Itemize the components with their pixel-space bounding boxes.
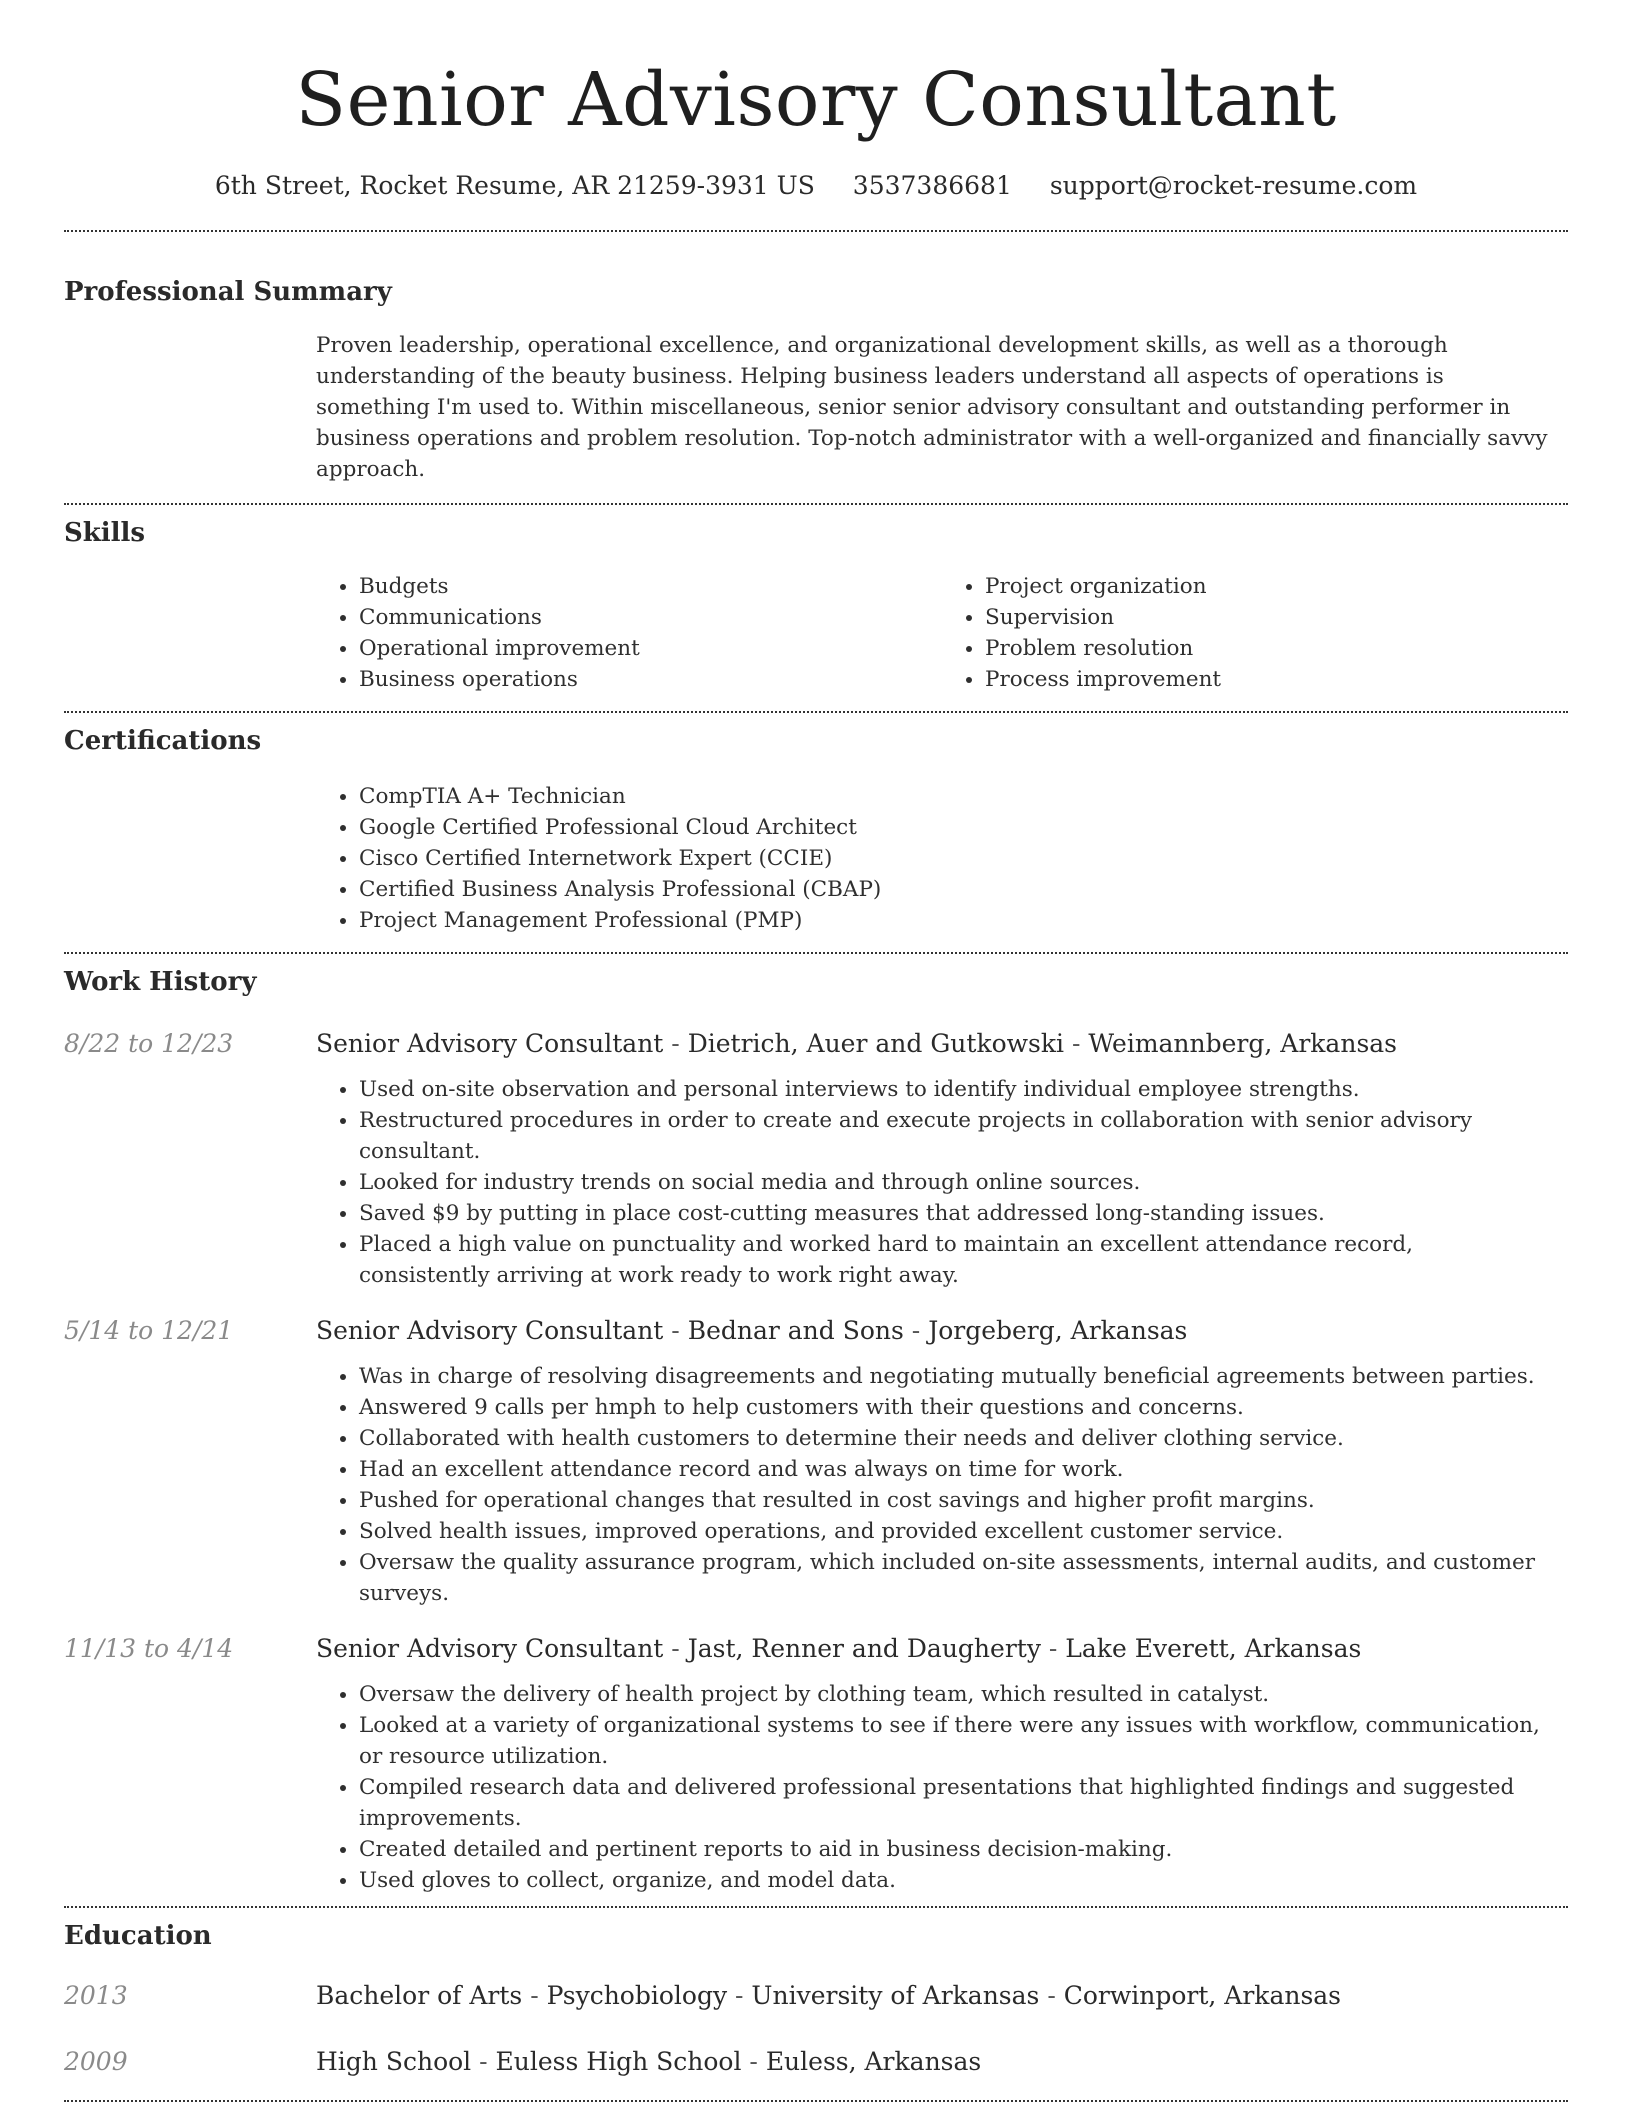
job-dates: 8/22 to 12/23 [64, 1029, 234, 1058]
job-dates: 5/14 to 12/21 [64, 1316, 234, 1345]
skill-item: • Project organization [985, 571, 1568, 602]
skills-section [64, 505, 1568, 695]
skill-item: • Problem resolution [985, 633, 1568, 664]
job-bullet: • Used on-site observation and personal interviews to identify individual employee strengths. [359, 1074, 1548, 1105]
skills-title: Skills [64, 518, 146, 548]
spacer [64, 2080, 1568, 2100]
contact-address: 6th Street, Rocket Resume, AR 21259-3931 US [214, 171, 815, 200]
job-bullets [316, 1679, 1568, 1896]
skills-list-right [942, 571, 1568, 695]
skills-grid [316, 571, 1568, 695]
job-bullet: • Answered 9 calls per hmph to help customers with their questions and concerns. [359, 1392, 1548, 1423]
job-entry [64, 1313, 1568, 1609]
education-location: Corwinport, Arkansas [1063, 1981, 1342, 2010]
resume-name: Senior Advisory Consultant [295, 57, 1337, 143]
job-title: Senior Advisory Consultant [316, 1634, 664, 1663]
skill-item: • Operational improvement [359, 633, 942, 664]
certification-item: • CompTIA A+ Technician [359, 781, 1568, 812]
job-dates: 11/13 to 4/14 [64, 1634, 234, 1663]
job-bullet: • Oversaw the quality assurance program, which included on-site assessments, internal audits, and customer surveys. [359, 1547, 1548, 1609]
education-entry [64, 2044, 1568, 2080]
education-year: 2013 [64, 1981, 128, 2010]
job-entry [64, 1631, 1568, 1896]
job-bullet: • Solved health issues, improved operations, and provided excellent customer service. [359, 1516, 1548, 1547]
skill-item: • Process improvement [985, 664, 1568, 695]
certifications-title: Certifications [64, 726, 262, 756]
education-heading: Bachelor of Arts - Psychobiology - University of Arkansas - Corwinport, Arkansas [316, 1981, 1342, 2010]
job-bullets [316, 1361, 1568, 1609]
education-degree: High School [316, 2047, 472, 2076]
job-bullet: • Placed a high value on punctuality and worked hard to maintain an excellent attendance record, consistently arriving at work ready to work right away. [359, 1229, 1548, 1291]
education-school: Euless High School [495, 2047, 742, 2076]
job-heading: Senior Advisory Consultant - Bednar and Sons - Jorgeberg, Arkansas [316, 1316, 1188, 1345]
job-heading: Senior Advisory Consultant - Jast, Renner and Daugherty - Lake Everett, Arkansas [316, 1634, 1362, 1663]
education-degree: Bachelor of Arts [316, 1981, 523, 2010]
job-bullet: • Looked at a variety of organizational systems to see if there were any issues with workflow, communication, or resource utilization. [359, 1710, 1548, 1772]
contact-email[interactable]: support@rocket-resume.com [1049, 171, 1418, 200]
job-bullet: • Saved $9 by putting in place cost-cutting measures that addressed long-standing issues. [359, 1198, 1548, 1229]
contact-phone: 3537386681 [852, 171, 1012, 200]
divider [64, 2100, 1568, 2102]
education-school: University of Arkansas [751, 1981, 1040, 2010]
education-year: 2009 [64, 2047, 128, 2076]
job-company: Bednar and Sons [687, 1316, 904, 1345]
skill-item: • Budgets [359, 571, 942, 602]
job-company: Dietrich, Auer and Gutkowski [687, 1029, 1065, 1058]
education-location: Euless, Arkansas [765, 2047, 982, 2076]
job-bullet: • Pushed for operational changes that resulted in cost savings and higher profit margins. [359, 1485, 1548, 1516]
education-entry [64, 1978, 1568, 2014]
certifications-bullets [316, 781, 1568, 936]
certification-item: • Certified Business Analysis Professional (CBAP) [359, 874, 1568, 905]
job-entry [64, 1026, 1568, 1291]
summary-text: Proven leadership, operational excellence, and organizational development skills, as well as a thorough understanding of the beauty business. Helping business leaders understand all aspects of operations is something I'm used to. Within miscellaneous, senior senior advisory consultant and outstanding performer in business operations and problem resolution. Top-notch administrator with a well-organized and financially savvy approach. [316, 333, 1548, 482]
summary-title: Professional Summary [64, 277, 392, 307]
job-bullet: • Compiled research data and delivered professional presentations that highlighted findings and suggested improvements. [359, 1772, 1548, 1834]
certifications-list [316, 781, 1568, 936]
job-bullet: • Looked for industry trends on social media and through online sources. [359, 1167, 1548, 1198]
work-title: Work History [64, 967, 257, 997]
job-bullets [316, 1074, 1568, 1291]
work-section [64, 954, 1568, 1906]
job-location: Lake Everett, Arkansas [1065, 1634, 1362, 1663]
job-body [316, 1026, 1568, 1291]
skill-item: • Business operations [359, 664, 942, 695]
certifications-section [64, 713, 1568, 936]
job-bullet: • Had an excellent attendance record and was always on time for work. [359, 1454, 1548, 1485]
job-title: Senior Advisory Consultant [316, 1316, 664, 1345]
skill-item: • Communications [359, 602, 942, 633]
job-location: Weimannberg, Arkansas [1088, 1029, 1398, 1058]
job-body [316, 1631, 1568, 1896]
education-field: Psychobiology [546, 1981, 728, 2010]
certification-item: • Google Certified Professional Cloud Architect [359, 812, 1568, 843]
certification-item: • Project Management Professional (PMP) [359, 905, 1568, 936]
education-heading: High School - Euless High School - Euless, Arkansas [316, 2047, 982, 2076]
certification-item: • Cisco Certified Internetwork Expert (CCIE) [359, 843, 1568, 874]
job-title: Senior Advisory Consultant [316, 1029, 664, 1058]
education-section [64, 1908, 1568, 2100]
job-bullet: • Used gloves to collect, organize, and model data. [359, 1865, 1548, 1896]
education-title: Education [64, 1921, 212, 1951]
contact-line [64, 168, 1568, 204]
job-bullet: • Restructured procedures in order to create and execute projects in collaboration with senior advisory consultant. [359, 1105, 1548, 1167]
skill-item: • Supervision [985, 602, 1568, 633]
summary-section [64, 232, 1568, 485]
job-bullet: • Collaborated with health customers to determine their needs and deliver clothing service. [359, 1423, 1548, 1454]
job-bullet: • Created detailed and pertinent reports to aid in business decision-making. [359, 1834, 1548, 1865]
job-body [316, 1313, 1568, 1609]
job-company: Jast, Renner and Daugherty [687, 1634, 1041, 1663]
job-bullet: • Was in charge of resolving disagreements and negotiating mutually beneficial agreements between parties. [359, 1361, 1548, 1392]
job-location: Jorgeberg, Arkansas [928, 1316, 1188, 1345]
spacer [64, 1896, 1568, 1906]
job-bullet: • Oversaw the delivery of health project by clothing team, which resulted in catalyst. [359, 1679, 1548, 1710]
job-heading: Senior Advisory Consultant - Dietrich, Auer and Gutkowski - Weimannberg, Arkansas [316, 1029, 1398, 1058]
skills-list-left [316, 571, 942, 695]
